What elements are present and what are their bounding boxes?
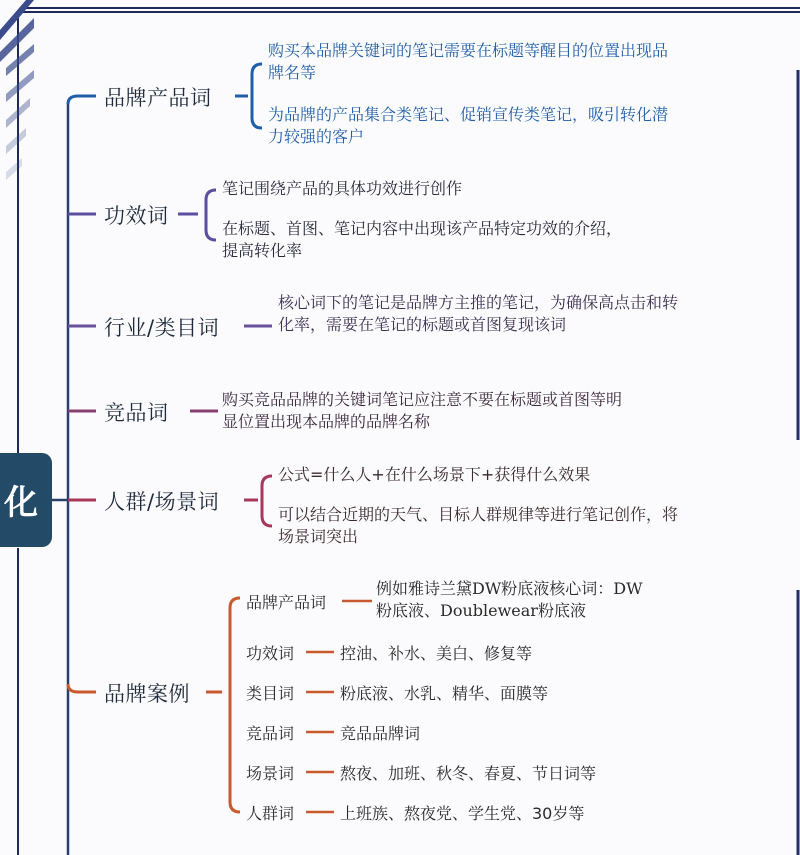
branch-5-detail-1: 公式=什么人+在什么场景下+获得什么效果 [278,465,591,484]
branch-3-detail-1: 核心词下的笔记是品牌方主推的笔记，为确保高点击和转化率，需要在笔记的标题或首图复现该词 [278,293,679,334]
trunk-line [52,104,68,855]
branch-1-detail-1: 购买本品牌关键词的笔记需要在标题等醒目的位置出现品牌名等 [268,41,669,82]
branch-1-bracket [235,64,262,128]
branch-label-efficacy: 功效词 [104,204,169,228]
case-example-crowd: 上班族、熬夜党、学生党、30岁等 [340,804,585,823]
branch-label-competitor: 竞品词 [104,401,169,425]
branch-label-brand-cases: 品牌案例 [104,682,190,706]
branch-2-detail-1: 笔记围绕产品的具体功效进行创作 [222,179,463,198]
branch-6-connector [68,684,96,692]
central-topic-label: 化 [4,483,38,523]
case-label-scene: 场景词 [246,764,295,783]
case-label-efficacy: 功效词 [246,644,295,663]
case-example-scene: 熬夜、加班、秋冬、春夏、节日词等 [340,764,597,783]
case-label-competitor: 竞品词 [246,724,295,743]
branch-5-bracket [244,476,272,526]
central-topic-node [0,453,52,547]
branch-1-connector [68,96,96,104]
branch-label-industry-category: 行业/类目词 [104,316,220,340]
case-example-category: 粉底液、水乳、精华、面膜等 [340,684,549,703]
case-example-brand-product: 例如雅诗兰黛DW粉底液核心词：DW粉底液、Doublewear粉底液 [376,579,643,620]
frame-top-border [18,8,800,12]
case-label-crowd: 人群词 [246,804,295,823]
case-label-category: 类目词 [246,684,295,703]
branch-5-detail-2: 可以结合近期的天气、目标人群规律等进行笔记创作，将场景词突出 [278,505,679,546]
branch-2-detail-2: 在标题、首图、笔记内容中出现该产品特定功效的介绍，提高转化率 [222,219,623,260]
case-example-efficacy: 控油、补水、美白、修复等 [340,644,533,663]
case-label-brand-product: 品牌产品词 [246,593,327,612]
branch-label-brand-product: 品牌产品词 [104,86,212,110]
branch-6-stem [206,598,240,812]
branch-1-detail-2: 为品牌的产品集合类笔记、促销宣传类笔记，吸引转化潜力较强的客户 [268,105,669,146]
case-example-competitor: 竞品品牌词 [340,724,421,743]
branch-4-detail-1: 购买竞品品牌的关键词笔记应注意不要在标题或首图等明显位置出现本品牌的品牌名称 [222,390,623,431]
branch-2-bracket [178,190,216,240]
branch-label-crowd-scene: 人群/场景词 [104,490,220,514]
